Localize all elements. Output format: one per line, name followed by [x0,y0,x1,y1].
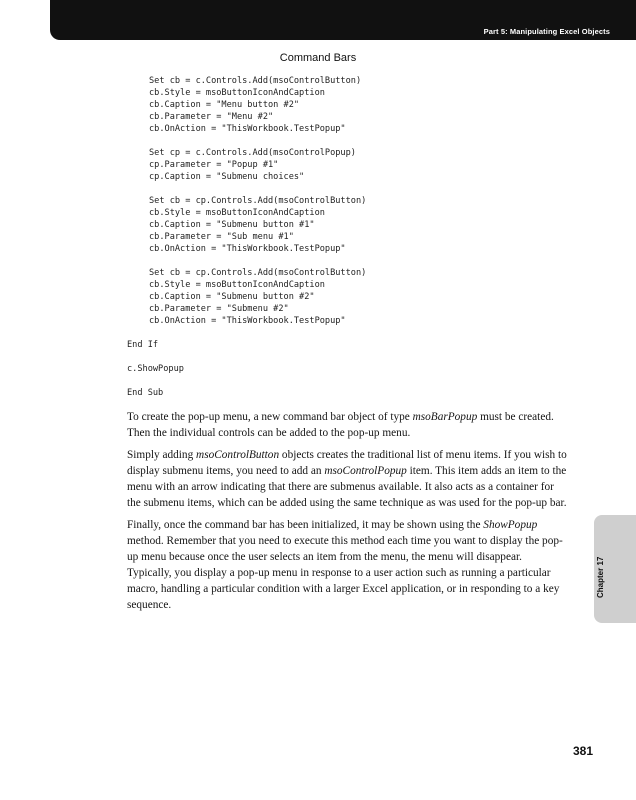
code-line: c.ShowPopup [127,364,184,374]
body-text [127,409,569,619]
italic-term: ShowPopup [483,519,538,531]
italic-term: msoControlButton [196,449,280,461]
code-line: cb.Style = msoButtonIconAndCaption [149,208,325,218]
code-listing [127,75,366,399]
code-line: cb.Parameter = "Submenu #2" [149,304,289,314]
italic-term: msoBarPopup [412,411,478,423]
code-line: End If [127,340,159,350]
running-head: Part 5: Manipulating Excel Objects [483,27,610,36]
code-line: cp.Caption = "Submenu choices" [149,172,305,182]
code-line: cb.OnAction = "ThisWorkbook.TestPopup" [149,244,346,254]
italic-term: msoControlPopup [324,465,407,477]
code-line: Set cb = cp.Controls.Add(msoControlButton) [149,268,367,278]
code-line: cb.Caption = "Menu button #2" [149,100,300,110]
code-line: cb.Parameter = "Menu #2" [149,112,274,122]
code-line: cp.Parameter = "Popup #1" [149,160,279,170]
text-run: item. This item adds an item to the menu with an arrow indicating that there are submenus available. It also acts as a container for the submenu items, which can be added using the same technique as was used for the pop-up bar. [127,465,567,509]
code-line: cb.Style = msoButtonIconAndCaption [149,280,325,290]
code-line: cb.OnAction = "ThisWorkbook.TestPopup" [149,316,346,326]
code-line: cb.Parameter = "Sub menu #1" [149,232,294,242]
code-line: Set cp = c.Controls.Add(msoControlPopup) [149,148,356,158]
paragraph-3 [127,517,569,613]
code-line: Set cb = c.Controls.Add(msoControlButton) [149,76,362,86]
text-run: must be created. Then the individual controls can be added to the pop-up menu. [127,411,554,439]
code-line: cb.Style = msoButtonIconAndCaption [149,88,325,98]
paragraph-1 [127,409,569,441]
code-line: End Sub [127,388,164,398]
chapter-label: Chapter 17 [596,556,605,598]
page-number: 381 [572,744,593,758]
code-line: cb.Caption = "Submenu button #2" [149,292,315,302]
text-run: Finally, once the command bar has been initialized, it may be shown using the [127,519,484,531]
code-line: cb.OnAction = "ThisWorkbook.TestPopup" [149,124,346,134]
text-run: objects creates the traditional list of menu items. If you wish to display submenu items, you need to add an [127,449,567,477]
text-run: method. Remember that you need to execute this method each time you want to display the pop-up menu because once the user selects an item from the menu, the menu will disappear. Typically, you display a pop-up menu in response to a user action such as running a particular macro, handling a particular condition with a larger Excel application, or in responding to a key sequence. [127,535,563,611]
code-line: cb.Caption = "Submenu button #1" [149,220,315,230]
text-run: Simply adding [127,449,197,461]
paragraph-2 [127,447,569,511]
text-run: To create the pop-up menu, a new command bar object of type [127,411,413,423]
section-title: Command Bars [279,52,357,64]
code-line: Set cb = cp.Controls.Add(msoControlButton) [149,196,367,206]
